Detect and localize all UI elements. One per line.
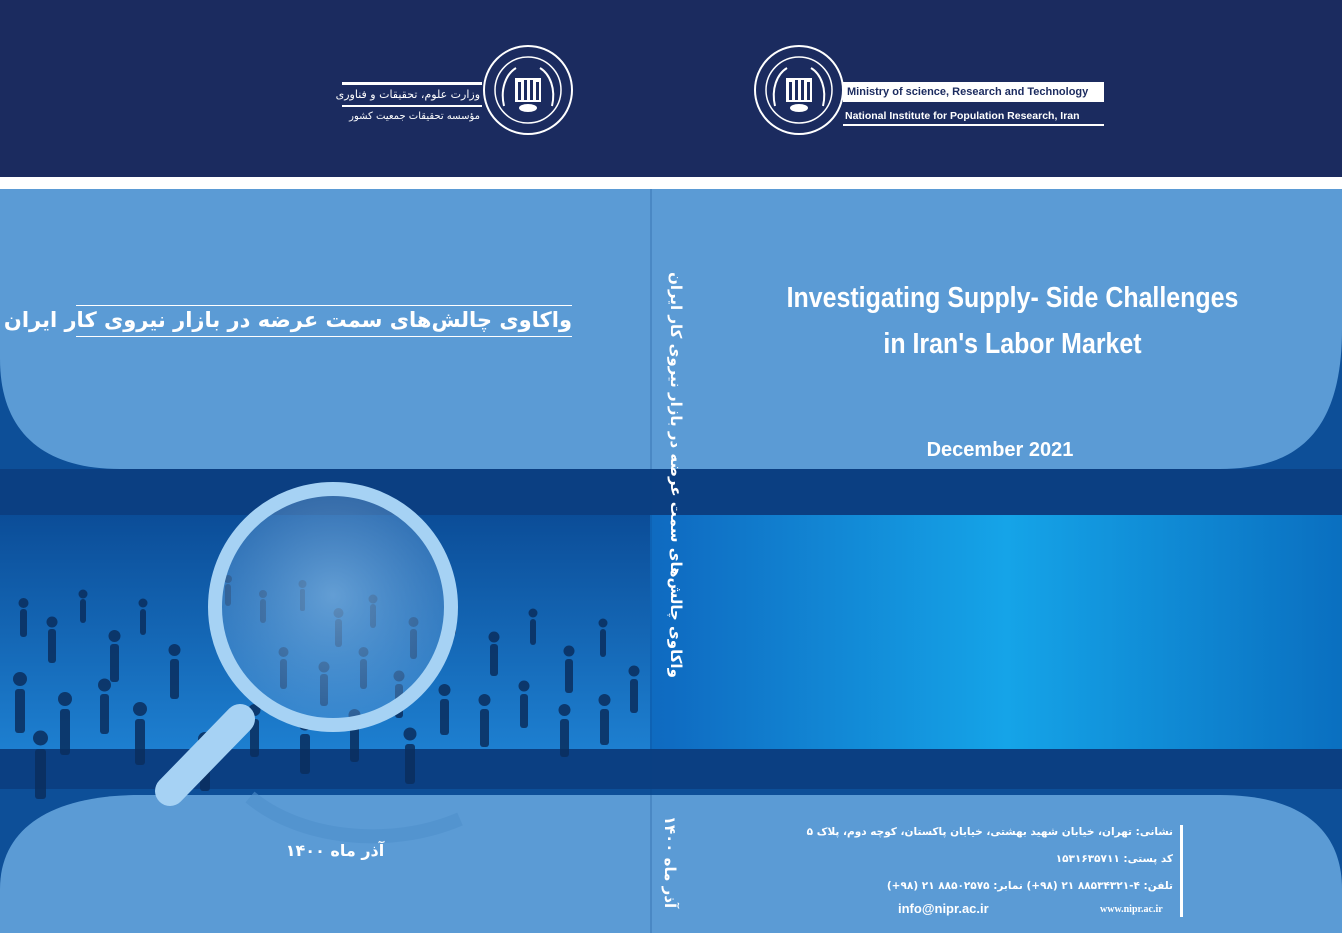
nipr-seal-icon — [482, 44, 574, 136]
logo-ministry-fa: وزارت علوم، تحقیقات و فناوری — [335, 88, 480, 101]
english-logo — [753, 44, 1108, 140]
front-cover-title: واکاوی چالش‌های سمت عرضه در بازار نیروی کار ایران — [76, 305, 572, 337]
spine-date: آذر ماه ۱۴۰۰ — [661, 815, 679, 909]
postal-code-line: کد پستی: ۱۵۳۱۶۳۵۷۱۱ — [1055, 853, 1173, 865]
back-cover-date: December 2021 — [926, 439, 1074, 461]
header-divider — [0, 177, 1342, 189]
logo-ministry-en: Ministry of science, Research and Technology — [847, 86, 1089, 98]
address-line: نشانی: تهران، خیابان شهید بهشتی، خیابان پاکستان، کوچه دوم، پلاک ۵ — [806, 826, 1173, 838]
front-cover-date: آذر ماه ۱۴۰۰ — [285, 841, 385, 860]
nipr-seal-icon — [753, 44, 845, 136]
book-cover — [0, 189, 1342, 933]
logo-bar — [342, 82, 482, 85]
header-band — [0, 0, 1342, 177]
logo-bar — [342, 105, 482, 107]
logo-bar — [843, 124, 1104, 126]
website-link[interactable]: www.nipr.ac.ir — [1100, 904, 1163, 915]
back-cover-title-line2: in Iran's Labor Market — [883, 328, 1142, 360]
logo-institute-fa: مؤسسه تحقیقات جمعیت کشور — [349, 111, 480, 122]
contact-divider — [1180, 825, 1183, 917]
spine-title: واکاوی چالش‌های سمت عرضه در بازار نیروی کار ایران — [667, 272, 685, 678]
contact-block — [806, 819, 1173, 900]
logo-institute-en: National Institute for Population Research, Iran — [845, 110, 1080, 122]
back-cover-title — [778, 275, 1247, 367]
persian-logo — [335, 42, 575, 138]
back-cover-title-line1: Investigating Supply- Side Challenges — [786, 282, 1239, 314]
phone-line: تلفن: ۴-۸۸۵۳۴۳۲۱ ۲۱ (۹۸+) نمابر: ۸۸۵۰۲۵۷۵ ۲۱ (۹۸+) — [886, 880, 1173, 892]
email-link[interactable]: info@nipr.ac.ir — [898, 901, 989, 916]
